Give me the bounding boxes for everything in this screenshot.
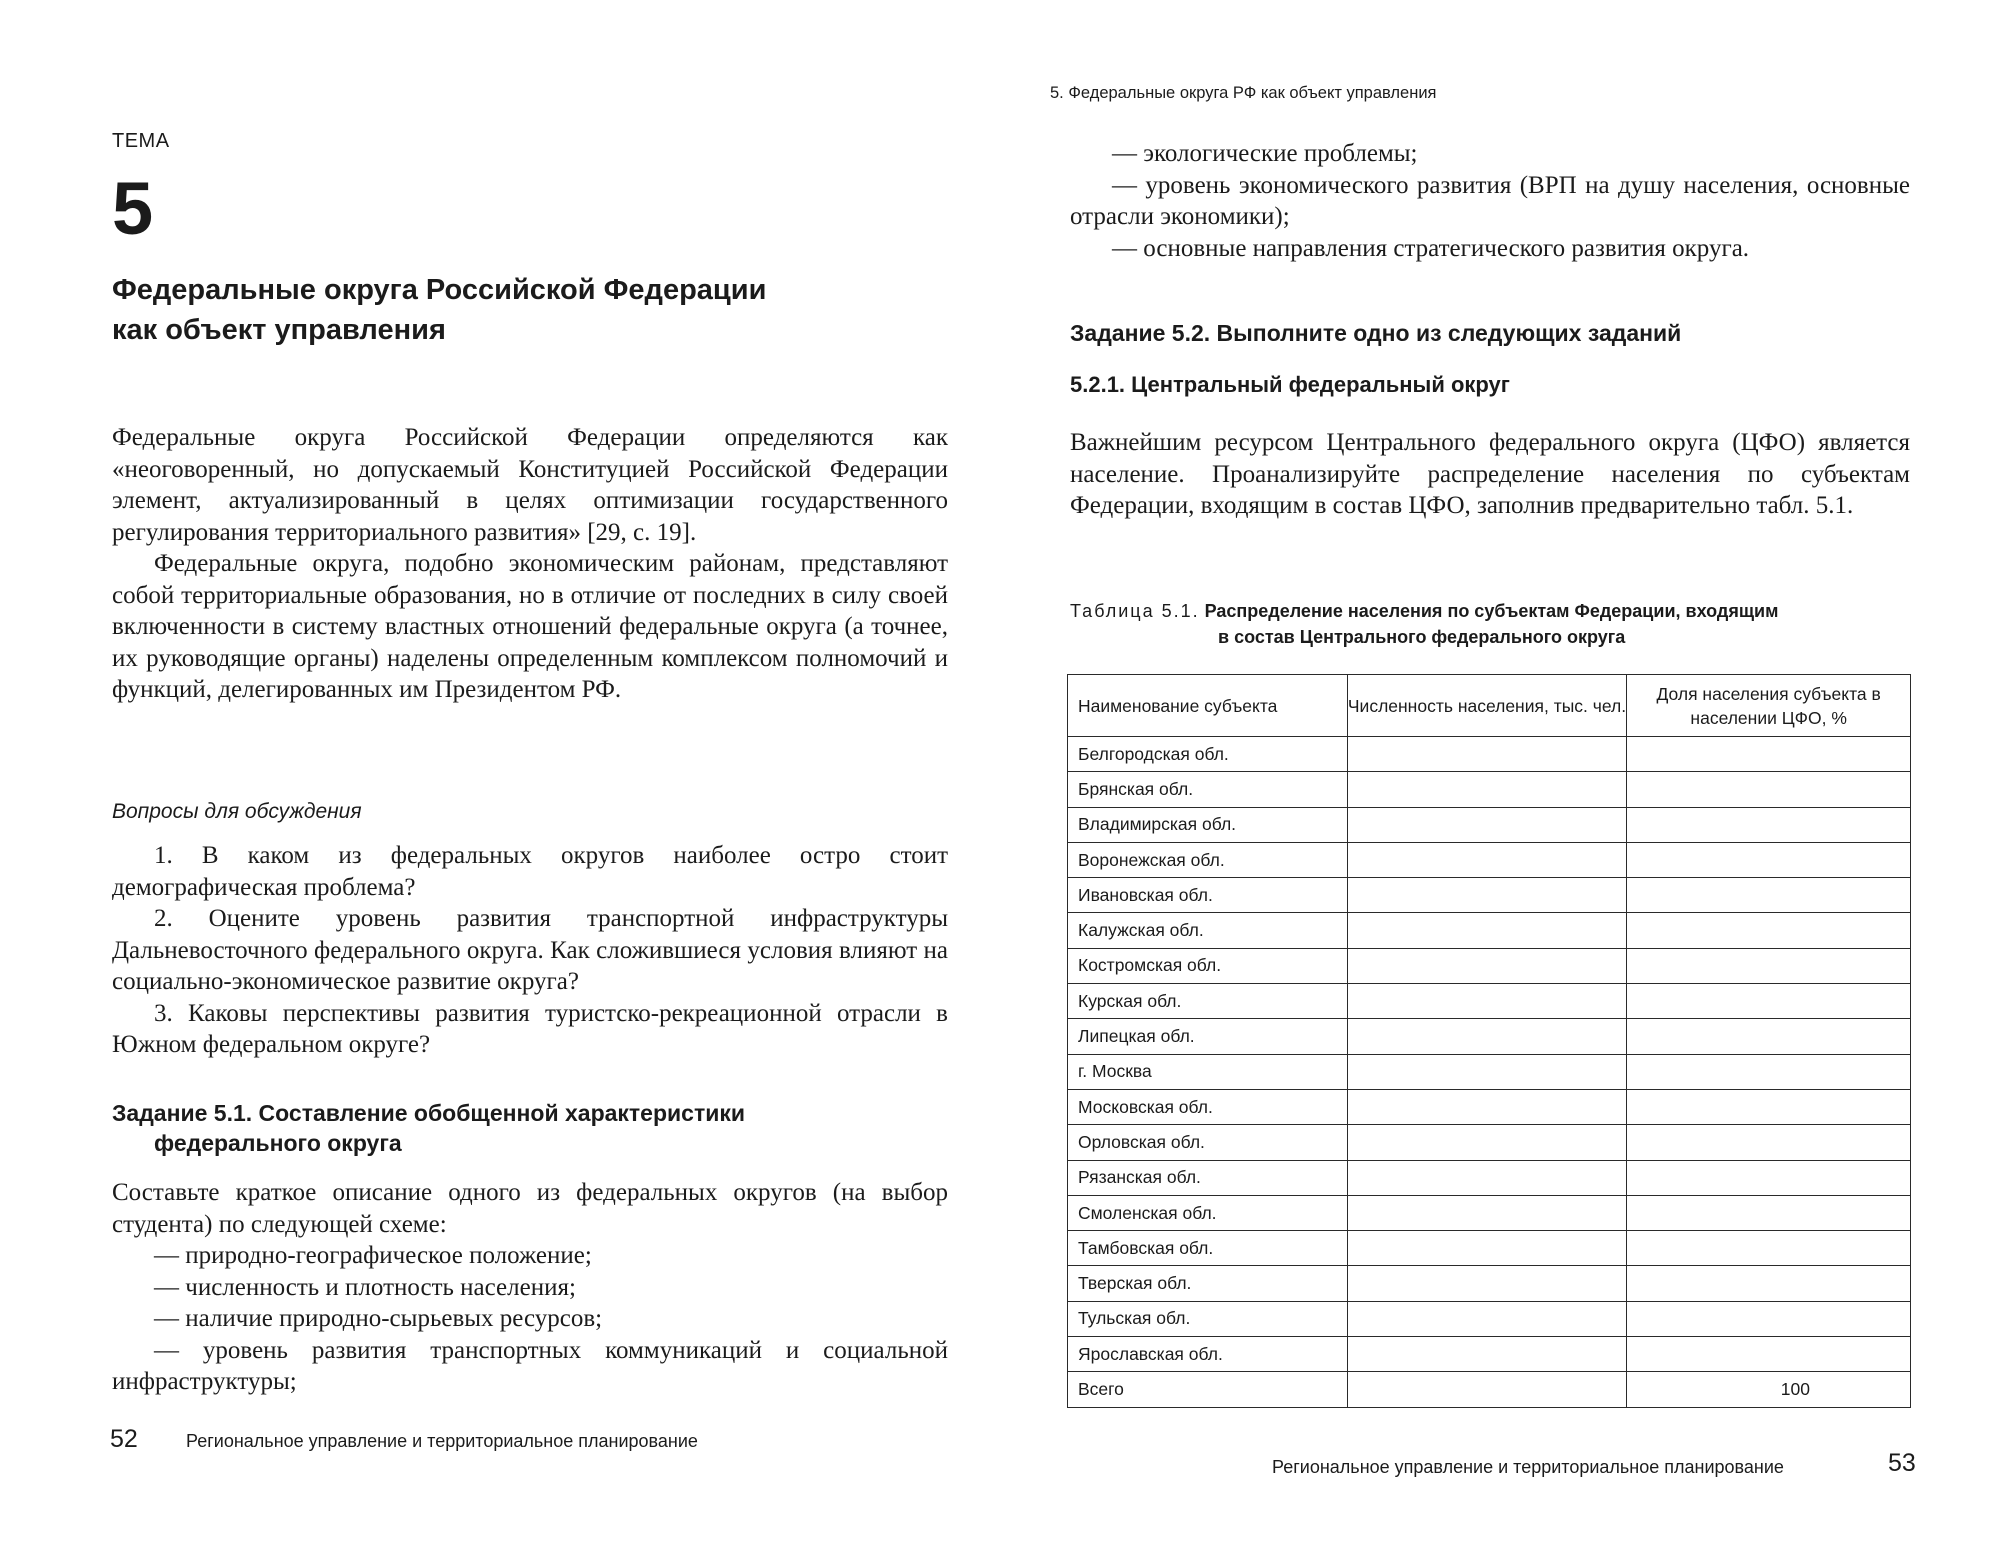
table-caption-title-line-2: в состав Центрального федерального округа bbox=[1218, 627, 1626, 647]
cell-population bbox=[1347, 913, 1627, 948]
scheme-list-item: — численность и плотность населения; bbox=[154, 1273, 576, 1301]
cell-subject-name: Ивановская обл. bbox=[1068, 878, 1348, 913]
page-number-left: 52 bbox=[110, 1425, 138, 1453]
scheme-list-item: — уровень развития транспортных коммуникаций и социальной инфраструктуры; bbox=[112, 1336, 948, 1395]
cell-population bbox=[1347, 1054, 1627, 1089]
chapter-title-line-2: как объект управления bbox=[112, 314, 446, 346]
scheme-list-item: — природно-географическое положение; bbox=[154, 1242, 592, 1269]
cell-share bbox=[1627, 1337, 1911, 1372]
cell-share bbox=[1627, 1019, 1911, 1054]
cell-subject-name: Курская обл. bbox=[1068, 984, 1348, 1019]
question-item: 3. Каковы перспективы развития туристско-рекреационной отрасли в Южном федеральном округе? bbox=[112, 999, 948, 1058]
chapter-title-line-1: Федеральные округа Российской Федерации bbox=[112, 274, 767, 306]
cell-subject-name: Липецкая обл. bbox=[1068, 1019, 1348, 1054]
topic-number: 5 bbox=[112, 167, 154, 250]
task-5-2-paragraph: Важнейшим ресурсом Центрального федерального округа (ЦФО) является население. Проанализируйте распределение населения по субъектам Федерации, входящим в состав ЦФО, заполнив предварительно табл. 5.1. bbox=[1070, 429, 1910, 519]
cell-subject-name: Московская обл. bbox=[1068, 1089, 1348, 1124]
intro-paragraph: Федеральные округа, подобно экономическим районам, представляют собой территориальные образования, но в отличие от последних в силу своей включенности в систему властных отношений федеральные округа (а точнее, их руководящие органы) наделены определенным комплексом полномочий и функций, делегированных им Президентом РФ. bbox=[112, 550, 948, 703]
table-row bbox=[1068, 772, 1911, 807]
cell-subject-name: Белгородская обл. bbox=[1068, 737, 1348, 772]
table-row bbox=[1068, 1160, 1911, 1195]
question-item: 1. В каком из федеральных округов наиболее остро стоит демографическая проблема? bbox=[112, 842, 948, 901]
cell-population bbox=[1347, 984, 1627, 1019]
running-footer-left: Региональное управление и территориальное планирование bbox=[186, 1431, 698, 1451]
table-row bbox=[1068, 737, 1911, 772]
cell-share bbox=[1627, 1054, 1911, 1089]
scheme-list-item: — основные направления стратегического развития округа. bbox=[1112, 234, 1750, 262]
cell-subject-name: Брянская обл. bbox=[1068, 772, 1348, 807]
cell-share bbox=[1627, 1195, 1911, 1230]
task-5-1-paragraph: Составьте краткое описание одного из федеральных округов (на выбор студента) по следующей схеме: bbox=[112, 1179, 948, 1238]
discussion-questions bbox=[112, 840, 948, 1061]
cell-subject-name: Тверская обл. bbox=[1068, 1266, 1348, 1301]
cell-subject-name: Тамбовская обл. bbox=[1068, 1231, 1348, 1266]
task-5-1-heading bbox=[112, 1098, 948, 1158]
table-row bbox=[1068, 1195, 1911, 1230]
table-row bbox=[1068, 878, 1911, 913]
running-header: 5. Федеральные округа РФ как объект управления bbox=[1050, 84, 1437, 102]
cell-share bbox=[1627, 772, 1911, 807]
population-table bbox=[1067, 674, 1911, 1408]
task-5-1-text bbox=[112, 1177, 948, 1398]
cell-share bbox=[1627, 1301, 1911, 1336]
cell-population bbox=[1347, 1125, 1627, 1160]
table-row bbox=[1068, 1337, 1911, 1372]
header-share: Доля населения субъекта в населении ЦФО, % bbox=[1627, 675, 1911, 737]
cell-share bbox=[1627, 842, 1911, 877]
cell-population bbox=[1347, 1160, 1627, 1195]
cell-population bbox=[1347, 737, 1627, 772]
cell-population bbox=[1347, 1301, 1627, 1336]
cell-population bbox=[1347, 1089, 1627, 1124]
task-5-2-heading: Задание 5.2. Выполните одно из следующих заданий bbox=[1070, 320, 1682, 346]
table-row bbox=[1068, 1372, 1911, 1407]
table-row bbox=[1068, 807, 1911, 842]
table-row bbox=[1068, 1231, 1911, 1266]
cell-subject-name: г. Москва bbox=[1068, 1054, 1348, 1089]
table-caption-label: Таблица 5.1. bbox=[1070, 601, 1200, 621]
table-caption-title-line-1: Распределение населения по субъектам Федерации, входящим bbox=[1204, 601, 1779, 621]
cell-share bbox=[1627, 1089, 1911, 1124]
cell-subject-name: Рязанская обл. bbox=[1068, 1160, 1348, 1195]
cell-population bbox=[1347, 842, 1627, 877]
cell-subject-name: Орловская обл. bbox=[1068, 1125, 1348, 1160]
cell-share bbox=[1627, 1231, 1911, 1266]
table-row bbox=[1068, 1125, 1911, 1160]
table-row bbox=[1068, 984, 1911, 1019]
header-subject-name: Наименование субъекта bbox=[1068, 675, 1348, 737]
cell-subject-name: Воронежская обл. bbox=[1068, 842, 1348, 877]
scheme-list-item: — наличие природно-сырьевых ресурсов; bbox=[154, 1305, 603, 1332]
table-row bbox=[1068, 842, 1911, 877]
cell-share bbox=[1627, 1160, 1911, 1195]
question-item: 2. Оцените уровень развития транспортной инфраструктуры Дальневосточного федерального округа. Как сложившиеся условия влияют на социально-экономическое развитие округа? bbox=[112, 905, 948, 995]
task-5-1-heading-line-1: Задание 5.1. Составление обобщенной характеристики bbox=[112, 1100, 746, 1126]
running-footer-right: Региональное управление и территориальное планирование bbox=[1272, 1457, 1784, 1477]
table-caption bbox=[1070, 598, 1910, 650]
cell-share bbox=[1627, 948, 1911, 983]
scheme-list-item: — уровень экономического развития (ВРП на душу населения, основные отрасли экономики); bbox=[1070, 171, 1910, 230]
discussion-label: Вопросы для обсуждения bbox=[112, 800, 362, 823]
right-page bbox=[1000, 0, 2000, 1542]
topic-label: ТЕМА bbox=[112, 130, 170, 152]
chapter-title bbox=[112, 270, 912, 350]
cell-share bbox=[1627, 984, 1911, 1019]
table-row bbox=[1068, 1019, 1911, 1054]
table-row bbox=[1068, 1301, 1911, 1336]
cell-population bbox=[1347, 948, 1627, 983]
cell-subject-name: Владимирская обл. bbox=[1068, 807, 1348, 842]
cell-share bbox=[1627, 1125, 1911, 1160]
subsection-heading: 5.2.1. Центральный федеральный округ bbox=[1070, 372, 1510, 397]
cell-share bbox=[1627, 807, 1911, 842]
cell-subject-name: Калужская обл. bbox=[1068, 913, 1348, 948]
cell-population bbox=[1347, 1195, 1627, 1230]
intro-paragraph: Федеральные округа Российской Федерации определяются как «неоговоренный, но допускаемый Конституцией Российской Федерации элемент, актуализированный в целях оптимизации государственного регулирования территориального развития» [29, с. 19]. bbox=[112, 424, 948, 546]
cell-population bbox=[1347, 807, 1627, 842]
table-row bbox=[1068, 1054, 1911, 1089]
cell-population bbox=[1347, 1266, 1627, 1301]
page-number-right: 53 bbox=[1888, 1449, 1916, 1477]
scheme-list-item: — экологические проблемы; bbox=[1112, 140, 1418, 167]
cell-population bbox=[1347, 1231, 1627, 1266]
cell-share bbox=[1627, 878, 1911, 913]
cell-subject-name: Всего bbox=[1068, 1372, 1348, 1407]
cell-subject-name: Ярославская обл. bbox=[1068, 1337, 1348, 1372]
cell-population bbox=[1347, 1372, 1627, 1407]
table-row bbox=[1068, 913, 1911, 948]
cell-subject-name: Костромская обл. bbox=[1068, 948, 1348, 983]
cell-population bbox=[1347, 1337, 1627, 1372]
cell-share bbox=[1627, 737, 1911, 772]
cell-share bbox=[1627, 1266, 1911, 1301]
intro-text bbox=[112, 422, 948, 706]
cell-share: 100 bbox=[1627, 1372, 1911, 1407]
cell-subject-name: Тульская обл. bbox=[1068, 1301, 1348, 1336]
cell-population bbox=[1347, 772, 1627, 807]
cell-population bbox=[1347, 878, 1627, 913]
task-5-2-text bbox=[1070, 427, 1910, 522]
table-row bbox=[1068, 948, 1911, 983]
table-row bbox=[1068, 1089, 1911, 1124]
table-row bbox=[1068, 1266, 1911, 1301]
cell-share bbox=[1627, 913, 1911, 948]
header-population: Численность населения, тыс. чел. bbox=[1347, 675, 1627, 737]
task-5-1-heading-line-2: федерального округа bbox=[154, 1130, 402, 1156]
cell-population bbox=[1347, 1019, 1627, 1054]
cell-subject-name: Смоленская обл. bbox=[1068, 1195, 1348, 1230]
table-header-row bbox=[1068, 675, 1911, 737]
scheme-list-continued bbox=[1070, 138, 1910, 264]
